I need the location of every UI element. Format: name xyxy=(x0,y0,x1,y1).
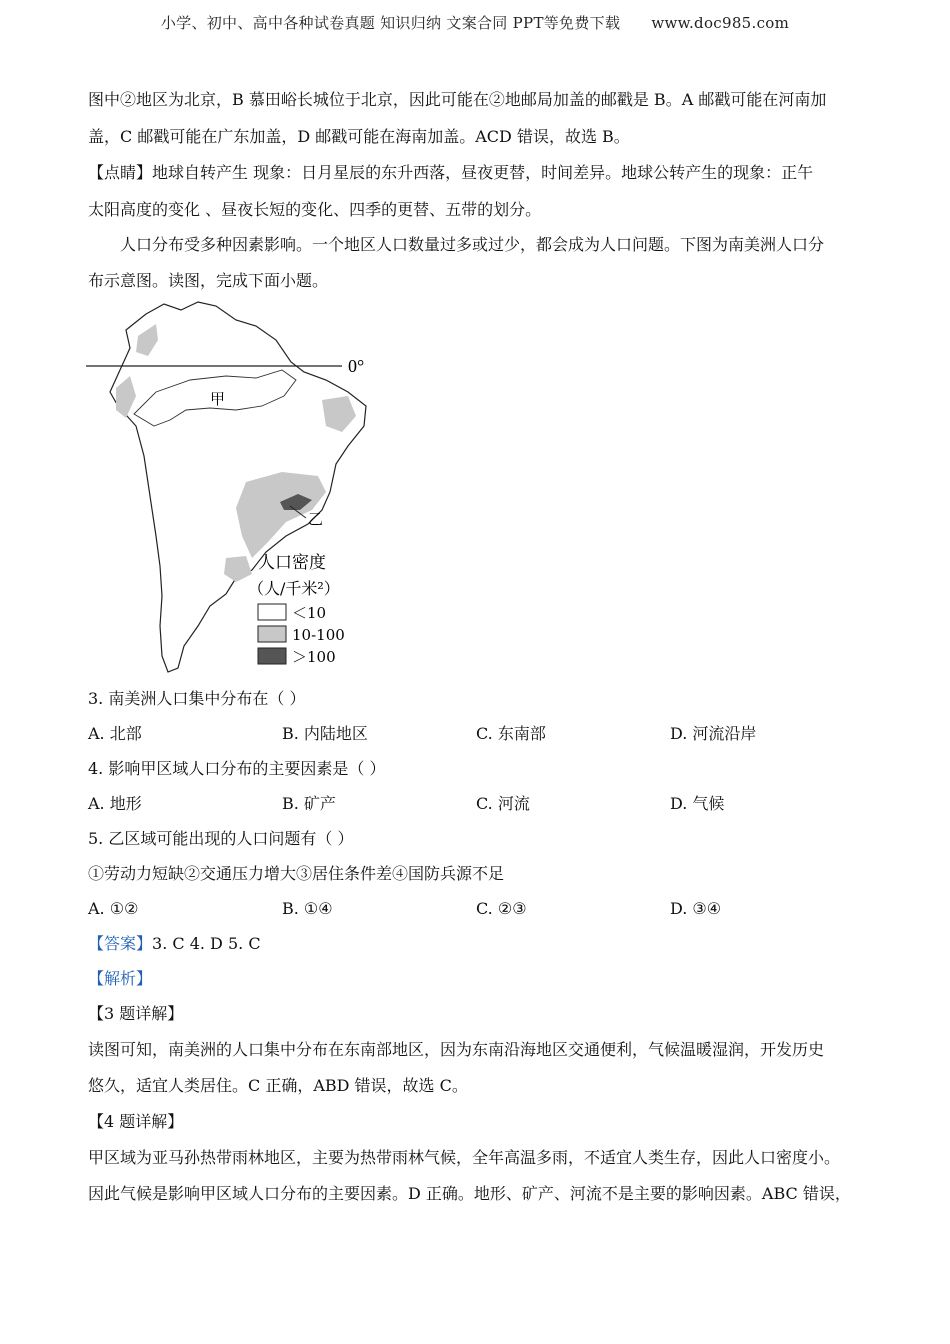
page-header xyxy=(0,12,950,33)
legend-title: 人口密度 xyxy=(258,553,326,573)
analysis-label: 【解析】 xyxy=(88,969,153,988)
legend-label-high: ＞100 xyxy=(292,648,336,666)
q5-option-c: C. ②③ xyxy=(476,899,527,918)
tip-text-1: 地球自转产生 现象：日月星辰的东升西落，昼夜更替，时间差异。地球公转产生的现象：正午 xyxy=(152,163,814,182)
continent-outline xyxy=(110,302,366,672)
tip-line-2: 太阳高度的变化 、昼夜长短的变化、四季的更替、五带的划分。 xyxy=(88,200,542,219)
answer-text: 3. C 4. D 5. C xyxy=(152,934,261,953)
answer-label: 【答案】 xyxy=(88,934,153,953)
answer-line xyxy=(88,934,261,954)
question-3-stem: 3. 南美洲人口集中分布在（ ） xyxy=(88,689,306,708)
legend-swatch-high xyxy=(258,648,286,664)
q4-option-d: D. 气候 xyxy=(670,794,725,813)
passage-line-2: 布示意图。读图，完成下面小题。 xyxy=(88,271,329,290)
q5-option-d: D. ③④ xyxy=(670,899,722,918)
legend-label-mid: 10-100 xyxy=(292,626,345,644)
intro-line-1: 图中②地区为北京，B 慕田峪长城位于北京，因此可能在②地邮局加盖的邮戳是 B。A 邮戳可能在河南加 xyxy=(88,90,827,109)
q3-option-b: B. 内陆地区 xyxy=(282,724,368,743)
q4-option-a: A. 地形 xyxy=(88,794,142,813)
q5-option-b: B. ①④ xyxy=(282,899,333,918)
q4-option-c: C. 河流 xyxy=(476,794,530,813)
header-url[interactable]: www.doc985.com xyxy=(651,14,790,32)
detail-4-label: 【4 题详解】 xyxy=(88,1112,184,1131)
legend-swatch-low xyxy=(258,604,286,620)
header-text: 小学、初中、高中各种试卷真题 知识归纳 文案合同 PPT等免费下载 xyxy=(160,14,621,32)
question-5-stem: 5. 乙区域可能出现的人口问题有（ ） xyxy=(88,829,354,848)
detail-3-label: 【3 题详解】 xyxy=(88,1004,184,1023)
legend-label-low: ＜10 xyxy=(292,604,327,622)
q3-option-a: A. 北部 xyxy=(88,724,142,743)
detail-3-line-2: 悠久，适宜人类居住。C 正确，ABD 错误，故选 C。 xyxy=(88,1076,468,1095)
question-5-statements: ①劳动力短缺②交通压力增大③居住条件差④国防兵源不足 xyxy=(88,864,505,883)
intro-line-2: 盖，C 邮戳可能在广东加盖，D 邮戳可能在海南加盖。ACD 错误，故选 B。 xyxy=(88,127,630,146)
detail-3-line-1: 读图可知，南美洲的人口集中分布在东南部地区，因为东南沿海地区交通便利，气候温暖湿润，开发历史 xyxy=(88,1040,825,1059)
detail-4-line-1: 甲区域为亚马孙热带雨林地区，主要为热带雨林气候，全年高温多雨，不适宜人类生存，因此人口密度小。 xyxy=(88,1148,841,1167)
question-4-stem: 4. 影响甲区域人口分布的主要因素是（ ） xyxy=(88,759,386,778)
q4-option-b: B. 矿产 xyxy=(282,794,336,813)
equator-label: 0° xyxy=(348,356,365,376)
tip-line-1 xyxy=(88,163,813,183)
q5-option-a: A. ①② xyxy=(88,899,139,918)
legend-unit: （人/千米²） xyxy=(248,579,340,598)
region-label-yi: 乙 xyxy=(308,510,324,528)
q3-option-d: D. 河流沿岸 xyxy=(670,724,757,743)
region-label-jia: 甲 xyxy=(210,390,226,408)
legend-swatch-mid xyxy=(258,626,286,642)
south-america-population-map xyxy=(86,296,386,676)
detail-4-line-2: 因此气候是影响甲区域人口分布的主要因素。D 正确。地形、矿产、河流不是主要的影响因素。ABC 错误， xyxy=(88,1184,851,1203)
q3-option-c: C. 东南部 xyxy=(476,724,546,743)
passage-line-1: 人口分布受多种因素影响。一个地区人口数量过多或过少，都会成为人口问题。下图为南美洲人口分 xyxy=(120,235,825,254)
tip-label: 【点睛】 xyxy=(88,163,153,182)
